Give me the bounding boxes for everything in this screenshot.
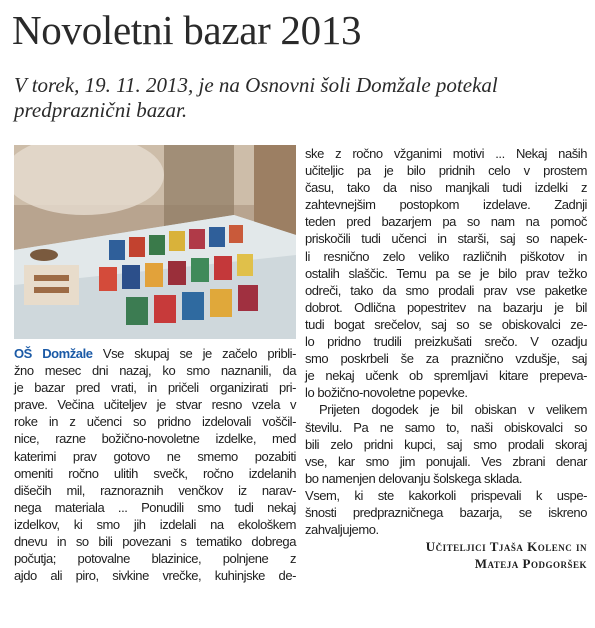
bazaar-table-photo — [14, 145, 296, 339]
text-line: je nekaj učenk ob spremljavi kitare prepeva- — [305, 368, 587, 384]
text-line: je bazar pred vrati, in pričeli organizirati pri- — [14, 380, 296, 396]
text-line: lo pridno trudili preizkušati srečo. V ozadju — [305, 334, 587, 350]
lead-line: predpraznični bazar. — [14, 98, 188, 122]
article-kicker: OŠ Domžale — [14, 346, 93, 361]
article-column-left — [14, 345, 296, 584]
text-line: roke in z učenci so pridno izdelovali voščil- — [14, 414, 296, 430]
text-line: izdelkov, ki smo jih izdelali na ekološkem — [14, 516, 296, 532]
text-line: omeniti ročno ulitih svečk, ročno izdelanih — [14, 465, 296, 481]
text-line: li resnično zelo veliko različnih piškotov in — [305, 248, 587, 264]
text-line: nice, razne božično-novoletne izdelke, med — [14, 431, 296, 447]
text-line: zahtevnejšim postopkom izdelave. Zadnji — [305, 197, 587, 213]
text-line: žno mesec dni nazaj, ko smo naznanili, da — [14, 363, 296, 379]
text-line: zahvaljujemo. — [305, 522, 379, 538]
text-line: bili zelo pridni kupci, saj smo prodali skoraj — [305, 436, 587, 452]
text-line: šnosti predprazničnega bazarja, se iskreno — [305, 504, 587, 520]
text-line: katerimi prav gotovo ne smemo pozabiti — [14, 448, 296, 464]
text-line: nega materiala ... Ponudili smo tudi nekaj — [14, 499, 296, 515]
article-headline: Novoletni bazar 2013 — [12, 7, 362, 53]
text-line: učiteljic pa je bilo pridnih celo v prostem — [305, 163, 587, 179]
text-line: lo božično-novoletne popevke. — [305, 385, 468, 401]
byline-line: Mateja Podgoršek — [474, 556, 587, 572]
text-line: času, tako da niso manjkali tudi izdelki z — [305, 180, 587, 196]
text-line: počutja; potovalne blazinice, polnjene z — [14, 551, 296, 567]
lead-line: V torek, 19. 11. 2013, je na Osnovni šoli Domžale potekal — [14, 73, 498, 97]
text-line: tudi bogat srečelov, saj so se obiskovalci ze- — [305, 316, 587, 332]
article-photo — [14, 145, 296, 339]
text-line: odreči, tako da smo prodali prav vse paketke — [305, 282, 587, 298]
text-line: prave. Večina učiteljev je stvar resno vzela v — [14, 397, 296, 413]
text-line: ostalih slaščic. Temu pa se je bilo prav težko — [305, 265, 587, 281]
article-lead — [14, 73, 586, 123]
text-line: Vsem, ki ste kakorkoli prispevali k uspe- — [305, 487, 587, 503]
article-column-right — [305, 145, 587, 572]
text-line: ajdo ali piro, sivkine vrečke, kuhinjske de- — [14, 568, 296, 584]
text-line: vse, kar smo jim ponujali. Ves zbrani denar — [305, 453, 587, 469]
text-line: Prijeten dogodek je bil obiskan v velikem — [319, 402, 587, 418]
text-line: OŠ Domžale Vse skupaj se je začelo pribli- — [14, 346, 296, 361]
text-line: ske z ročno vžganimi motivi ... Nekaj naših — [305, 146, 587, 161]
text-line: dobrot. Odlična popestritev na bazarju je bil — [305, 299, 587, 315]
text-line: smo poskrbeli še za praznično vzdušje, saj — [305, 351, 587, 367]
text-line: teden pred bazarjem pa so nam na pomoč — [305, 214, 587, 230]
text-line: bo namenjen delovanju šolskega sklada. — [305, 470, 523, 486]
text-line: dnevu in so bili povezani s tematiko dobrega — [14, 534, 296, 550]
byline-line: Učiteljici Tjaša Kolenc in — [425, 539, 587, 555]
text-line: priskočili tudi učenci in starši, saj so napek- — [305, 231, 587, 247]
text-line: dišečih mil, raznoraznih venčkov iz narav- — [14, 482, 296, 498]
text-line: številu. Pa ne samo to, naši obiskovalci so — [305, 419, 587, 435]
